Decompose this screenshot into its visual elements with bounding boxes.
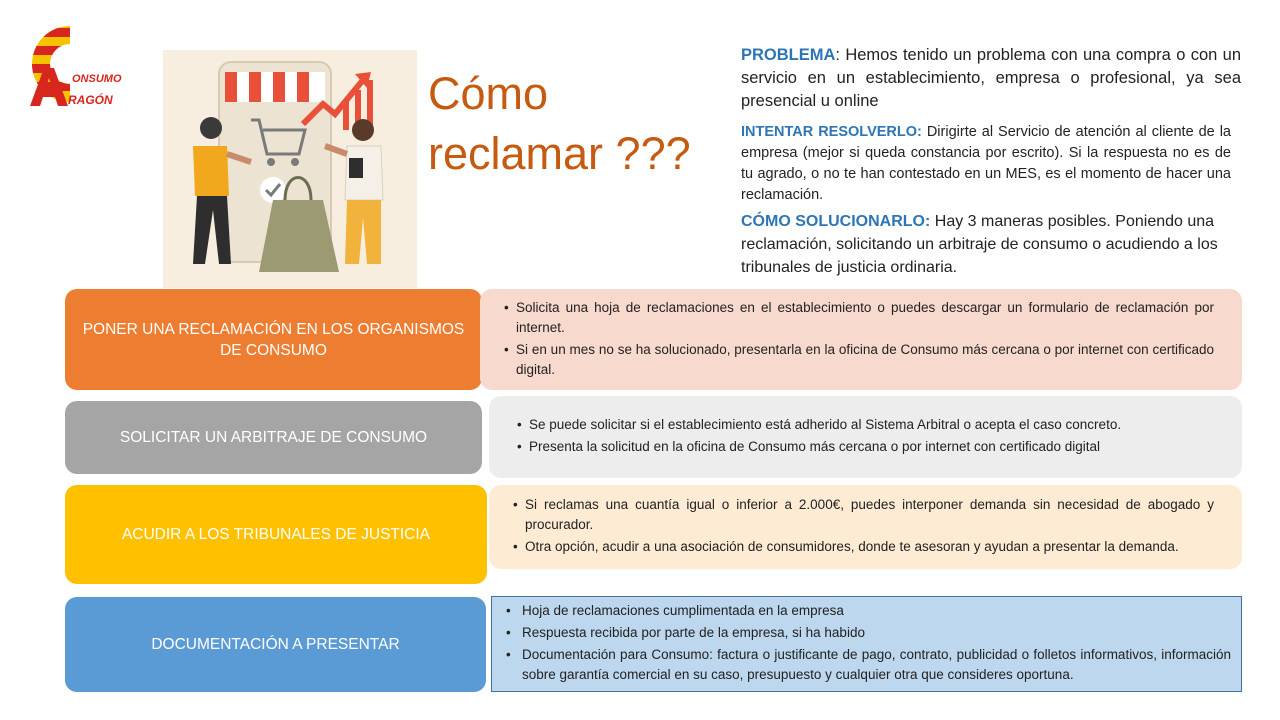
list-item: • Solicita una hoja de reclamaciones en el establecimiento o puedes descargar un formulario de reclamación por internet. bbox=[516, 298, 1214, 338]
intro-resolverlo-label: INTENTAR RESOLVERLO: bbox=[741, 124, 922, 140]
list-item: • Si en un mes no se ha solucionado, presentarla en la oficina de Consumo más cercana o por internet con certificado digital. bbox=[516, 340, 1214, 380]
list-item: • Hoja de reclamaciones cumplimentada en la empresa bbox=[522, 601, 1231, 621]
intro-solucionarlo bbox=[741, 210, 1231, 279]
title-line-1: Cómo bbox=[428, 68, 549, 119]
shopping-illustration bbox=[163, 50, 417, 288]
logo-text-2: RAGÓN bbox=[68, 93, 113, 107]
logo-text-1: ONSUMO bbox=[72, 73, 122, 85]
list-item: • Si reclamas una cuantía igual o inferior a 2.000€, puedes interponer demanda sin necesidad de abogado y procurador. bbox=[525, 495, 1214, 535]
option-reclamacion-label: PONER UNA RECLAMACIÓN EN LOS ORGANISMOS DE CONSUMO bbox=[65, 289, 482, 390]
option-tribunales-details bbox=[489, 485, 1242, 569]
intro-problema-text: : Hemos tenido un problema con una compra o con un servicio en un establecimiento, empresa o profesional, ya sea presencial u online bbox=[741, 46, 1241, 110]
documentacion-label: DOCUMENTACIÓN A PRESENTAR bbox=[65, 597, 486, 692]
list-item: • Documentación para Consumo: factura o justificante de pago, contrato, publicidad o folletos informativos, información sobre garantía comercial en su caso, presupuesto y cualquier otra que consideres oportuna. bbox=[522, 645, 1231, 685]
title-line-2: reclamar ??? bbox=[428, 128, 691, 179]
option-arbitraje-label: SOLICITAR UN ARBITRAJE DE CONSUMO bbox=[65, 401, 482, 474]
page-title bbox=[428, 64, 728, 184]
intro-resolverlo bbox=[741, 122, 1231, 206]
intro-solucionarlo-label: CÓMO SOLUCIONARLO: bbox=[741, 213, 931, 230]
list-item: • Respuesta recibida por parte de la empresa, si ha habido bbox=[522, 623, 1231, 643]
documentacion-details bbox=[491, 596, 1242, 692]
option-reclamacion-details bbox=[480, 289, 1242, 390]
intro-problema bbox=[741, 44, 1241, 113]
intro-resolverlo-text: Dirigirte al Servicio de atención al cliente de la empresa (mejor si queda constancia por escrito). Si la respuesta no es de tu agrado, o no te han contestado en un MES, es el momento de hacer una reclamación. bbox=[741, 124, 1231, 203]
intro-solucionarlo-text: Hay 3 maneras posibles. Poniendo una reclamación, solicitando un arbitraje de consumo o acudiendo a los tribunales de justicia ordinaria. bbox=[741, 213, 1218, 276]
consumo-aragon-logo bbox=[8, 18, 128, 118]
option-tribunales-label: ACUDIR A LOS TRIBUNALES DE JUSTICIA bbox=[65, 485, 487, 584]
list-item: • Se puede solicitar si el establecimiento está adherido al Sistema Arbitral o acepta el caso concreto. bbox=[529, 415, 1214, 435]
list-item: • Presenta la solicitud en la oficina de Consumo más cercana o por internet con certificado digital bbox=[529, 437, 1214, 457]
option-arbitraje-details bbox=[489, 396, 1242, 478]
list-item: • Otra opción, acudir a una asociación de consumidores, donde te asesoran y ayudan a presentar la demanda. bbox=[525, 537, 1214, 557]
intro-problema-label: PROBLEMA bbox=[741, 46, 836, 64]
